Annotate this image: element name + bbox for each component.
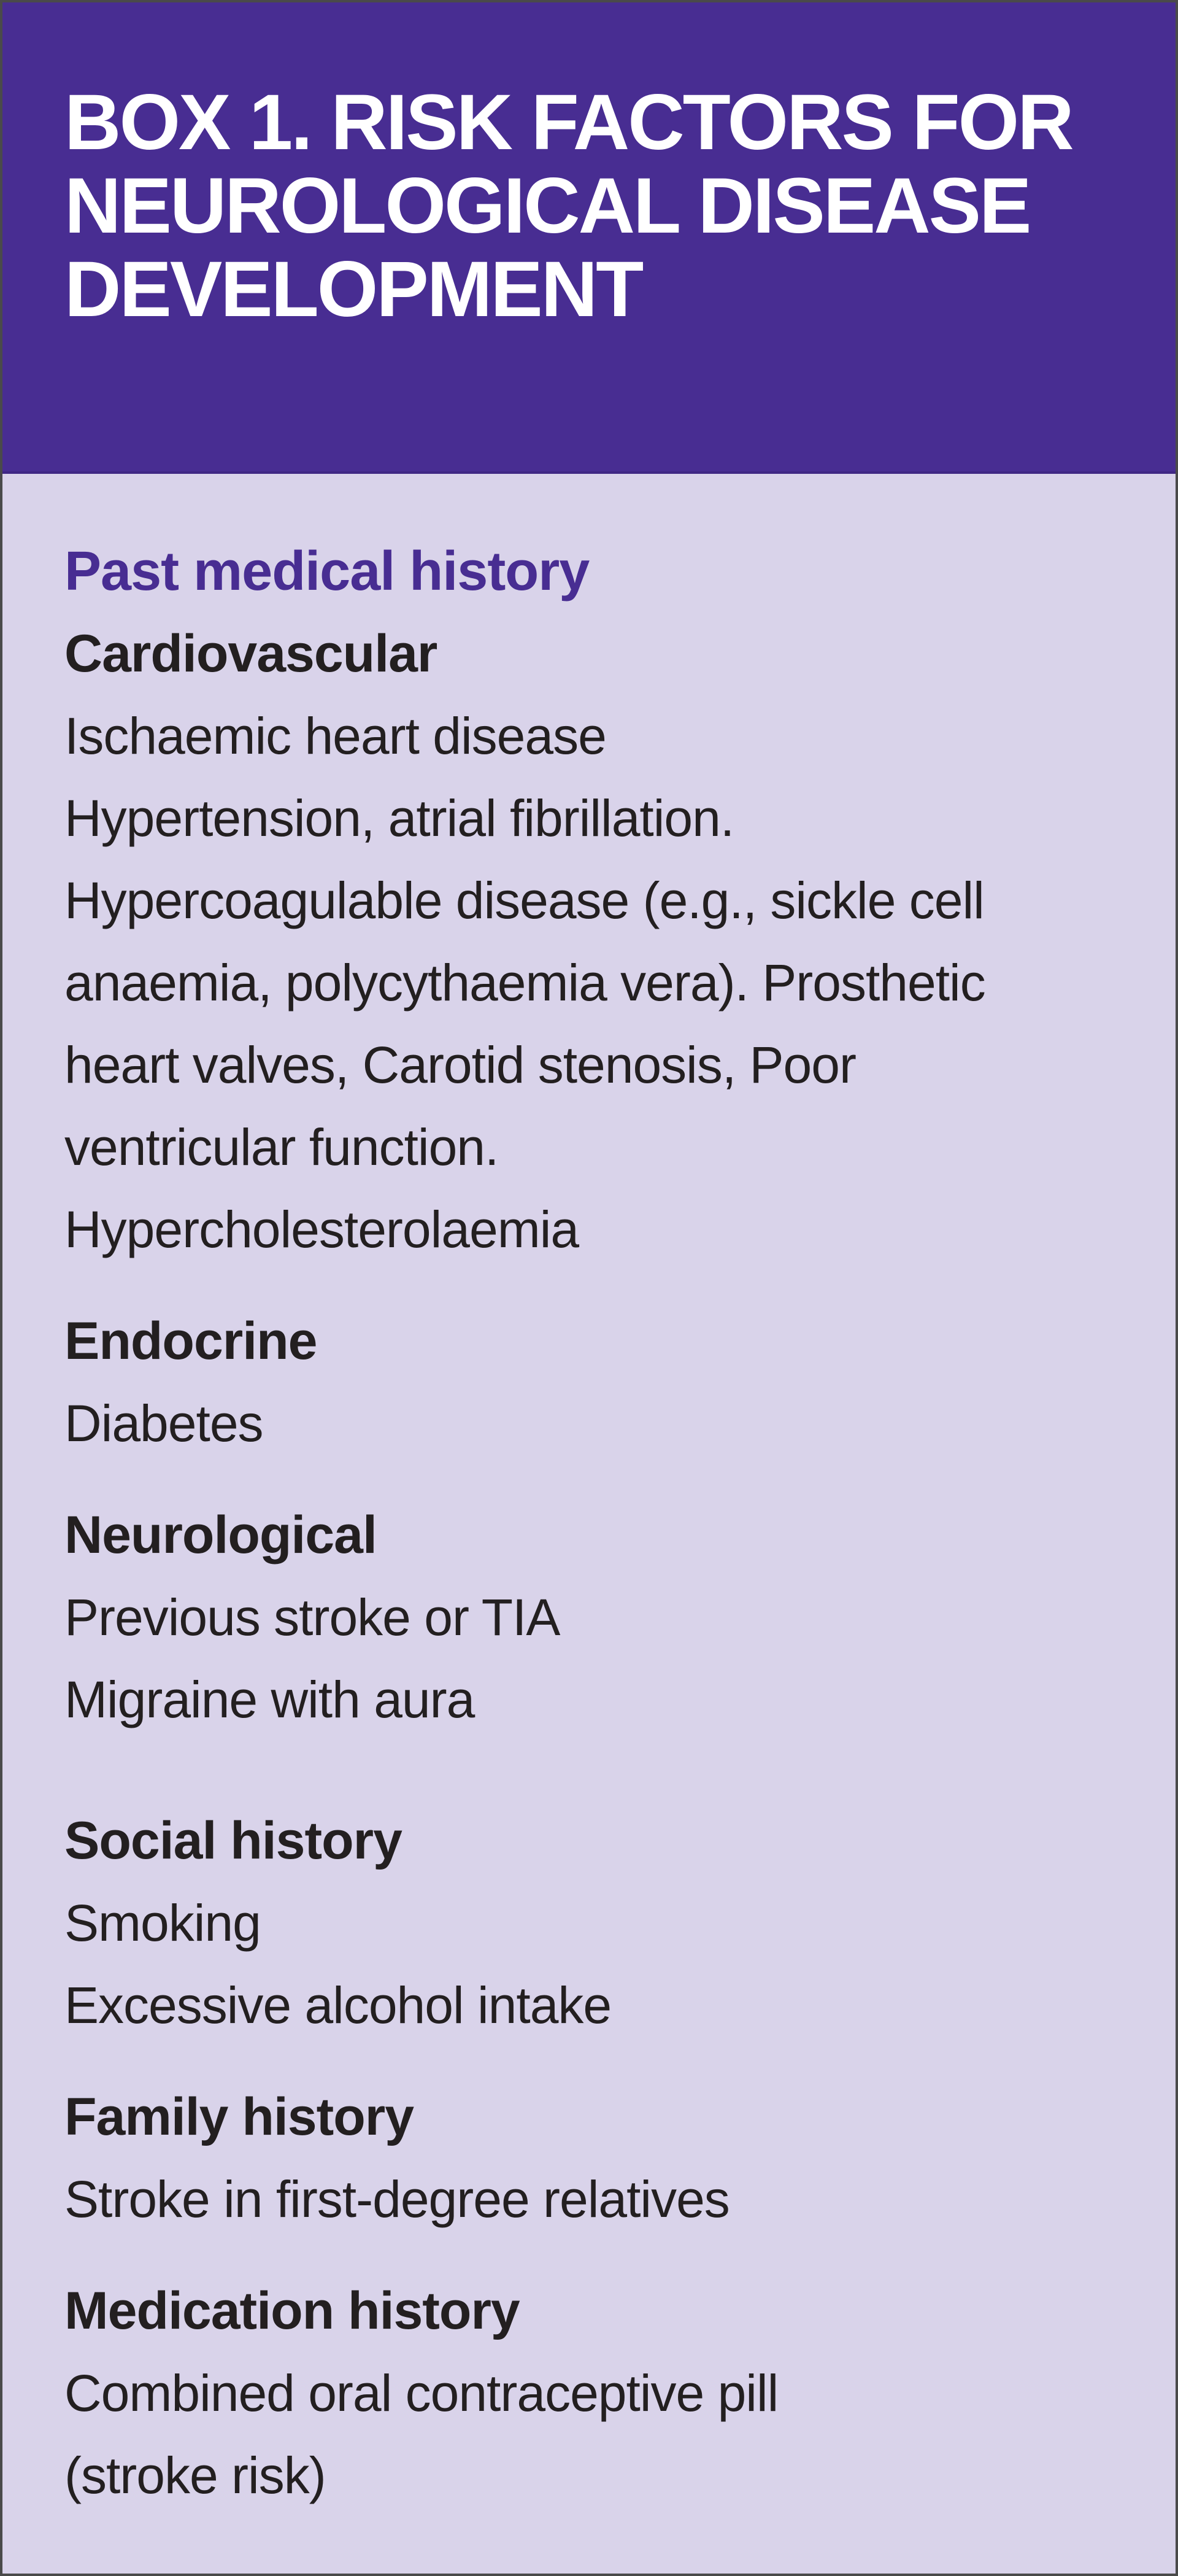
group-heading-cardiovascular: Cardiovascular xyxy=(64,624,437,683)
medication-history-line: Combined oral contraceptive pill xyxy=(64,2364,779,2422)
neurological-line: Previous stroke or TIA xyxy=(64,1588,560,1646)
social-history-line: Smoking xyxy=(64,1894,261,1952)
group-heading-neurological: Neurological xyxy=(64,1506,377,1565)
cardiovascular-line: Hypercholesterolaemia xyxy=(64,1201,579,1258)
social-history-line: Excessive alcohol intake xyxy=(64,1976,612,2034)
box-title: BOX 1. RISK FACTORS FOR NEUROLOGICAL DISEASE DEVELOPMENT xyxy=(64,79,1072,333)
cardiovascular-line: Hypercoagulable disease (e.g., sickle cell xyxy=(64,872,984,929)
group-family-history xyxy=(64,2076,1132,2240)
group-heading-social-history: Social history xyxy=(64,1811,402,1870)
group-heading-medication-history: Medication history xyxy=(64,2281,520,2340)
neurological-line: Migraine with aura xyxy=(64,1671,475,1728)
cardiovascular-line: ventricular function. xyxy=(64,1118,499,1176)
group-cardiovascular xyxy=(64,613,1132,1271)
cardiovascular-line: Ischaemic heart disease xyxy=(64,707,606,765)
group-medication-history xyxy=(64,2270,1132,2516)
box-body xyxy=(64,530,1132,2516)
group-social-history xyxy=(64,1800,1132,2046)
cardiovascular-line: heart valves, Carotid stenosis, Poor xyxy=(64,1036,856,1094)
group-endocrine xyxy=(64,1300,1132,1464)
medication-history-line: (stroke risk) xyxy=(64,2446,326,2504)
cardiovascular-line: Hypertension, atrial fibrillation. xyxy=(64,789,734,847)
endocrine-line: Diabetes xyxy=(64,1394,263,1452)
cardiovascular-line: anaemia, polycythaemia vera). Prosthetic xyxy=(64,954,985,1011)
group-heading-endocrine: Endocrine xyxy=(64,1312,317,1371)
group-neurological xyxy=(64,1494,1132,1741)
group-heading-family-history: Family history xyxy=(64,2087,414,2146)
box-header xyxy=(2,2,1176,474)
family-history-line: Stroke in first-degree relatives xyxy=(64,2170,730,2228)
section-title-past-medical-history: Past medical history xyxy=(64,541,590,602)
